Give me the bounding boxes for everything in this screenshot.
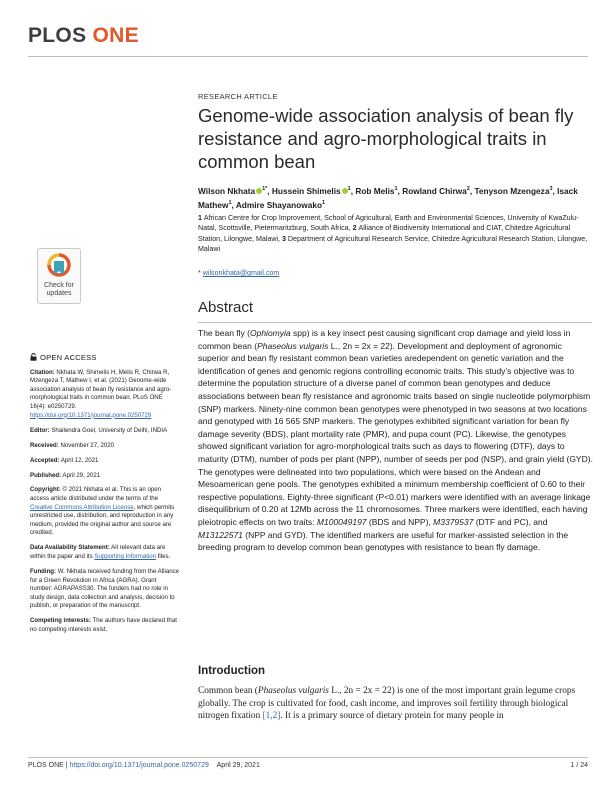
corresponding-email[interactable]: * wilsonkhata@gmail.com — [198, 269, 280, 277]
footer-rule — [28, 757, 588, 758]
logo-part-one: ONE — [86, 24, 139, 47]
affiliation-number: 1 — [198, 214, 204, 222]
abstract-segment: The bean fly ( — [198, 328, 250, 338]
affiliation-number: 3 — [282, 234, 288, 243]
abstract-segment: (DTF and PC), and — [473, 516, 548, 527]
editor: Editor: Shailendra Goel, University of Delhi, INDIA — [30, 426, 168, 434]
author-name: Tenyson Mzengeza — [474, 185, 550, 196]
author-affiliation-mark: 1 — [322, 200, 326, 207]
author-name: Rob Melis — [355, 185, 395, 196]
sidebar-info — [30, 353, 180, 641]
citation: Citation: Nkhata W, Shimelis H, Melis R, Chirwa R, Mzengeza T, Mathew I, et al. (2021) Genome-wide association analysis of bean fly resistance and agro-morphological traits in common bean. PLoS ONE 16(4): e0250729. https://doi.org/10.1371/journal.pone.0250729 — [30, 368, 172, 419]
data-availability: Data Availability Statement: All relevant data are within the paper and its Supporting Information files. — [30, 544, 171, 561]
affiliation-text: Department of Agricultural Research Service, Chitedze Agricultural Research Station, Lilongwe, Malawi — [198, 234, 588, 254]
author-affiliation-mark: 1 — [394, 186, 398, 192]
author-affiliation-mark: 1 — [347, 186, 351, 192]
abstract-segment: spp) is a key insect pest causing significant crop damage and yield loss in common bean ( — [198, 328, 571, 351]
abstract-segment: M3379537 — [433, 516, 474, 527]
open-access-label: OPEN ACCESS — [30, 353, 180, 363]
license-link[interactable]: Creative Commons Attribution License — [30, 503, 134, 511]
header-rule — [28, 56, 588, 57]
email-link[interactable]: wilsonkhata@gmail.com — [202, 269, 280, 277]
reference-link[interactable]: [1,2] — [262, 711, 281, 722]
competing-interests: Competing interests: The authors have declared that no competing interests exist. — [30, 617, 177, 633]
check-for-updates-badge[interactable] — [37, 248, 81, 304]
abstract-segment: L., 2n = 2x = 22). Development and deployment of agronomic superior and bean fly resistant common bean varieties aredependent on genetic variation and the identification of genes and genomic regions controlling economic traits. This study’s objective was to determine the population structure of a diverse panel of common bean genotypes and deduce associations between bean fly resistance and agronomic traits based on single nucleotide polymorphism (SNP) markers. Ninety-nine common bean genotypes were phenotyped in two seasons at two locations and genotyped with 16 565 SNP markers. The genotypes exhibited significant variation for bean fly damage severity (BDS), plant mortality rate (PMR), and pupa count (PC). Likewise, the genotypes showed significant variation for agro-morphological traits such as days to flowering (DTF), days to maturity (DTM), number of pods per plant (NPP), number of seeds per pod (NSP), and grain yield (GYD). The genotypes were delineated into two populations, which were based on the Andean and Mesoamerican gene pools. The genotypes exhibited a minimum membership coefficient of 0.60 to their respective populations. Eighty-three significant (P<0.01) markers were identified with an average linkage disequilibrium of 0.20 at 12Mb across the 11 chromosomes. Three markers were identified, each having pleiotropic effects on two traits: — [198, 340, 593, 527]
introduction-heading: Introduction — [198, 665, 266, 677]
author-affiliation-mark: 1* — [262, 186, 268, 192]
copyright: Copyright: © 2021 Nkhata et al. This is an open access article distributed under the terms of the Creative Commons Attribution License, which permits unrestricted use, distribution, and reproduction in any medium, provided the original author and source are credited. — [30, 486, 175, 537]
affiliation-number: 2 — [352, 224, 359, 233]
page-number: 1 / 24 — [570, 762, 588, 769]
footer-date: April 29, 2021 — [216, 762, 260, 769]
abstract-segment: (BDS and NPP), — [366, 516, 434, 527]
check-updates-label: Check for updates — [44, 282, 74, 297]
abstract-segment: M13122571 — [198, 529, 243, 540]
abstract-rule — [198, 322, 592, 323]
author-affiliation-mark: 2 — [466, 186, 470, 192]
affiliation-text: Alliance of Biodiversity International and CIAT, Chitedze Agricultural Station, Lilongwe, Malawi, — [198, 224, 571, 243]
supporting-info-link[interactable]: Supporting Information — [94, 553, 157, 561]
author-name: Rowland Chirwa — [402, 185, 467, 196]
affiliations — [198, 213, 594, 255]
author-name: Isack Mathew — [198, 185, 578, 211]
author-list: Wilson Nkhata $^{1*}$, Hussein Shimelis $^1$, Rob Melis$^1$, Rowland Chirwa$^2$, Tenyson Mzengeza$^3$, Isack Mathew$^1$, Admire Shayanowako$^1$ — [198, 185, 578, 211]
received-date: Received: November 27, 2020 — [30, 441, 115, 449]
footer-journal: PLOS ONE — [28, 762, 64, 769]
accepted-date: Accepted: April 12, 2021 — [30, 456, 99, 464]
affiliation-text: African Centre for Crop Improvement, School of Agricultural, Earth and Environmental Sciences, University of KwaZulu-Natal, Scottsville, Pietermaritzburg, South Africa, — [198, 214, 579, 233]
abstract-segment: Phaseolus vulgaris — [257, 340, 329, 351]
lock-icon — [30, 353, 37, 361]
funding: Funding: W. Nkhata received funding from the Alliance for a Green Revolution in Africa (AGRA). Grant number: AGRAPASS30. The funders had no role in study design, data collection and analysis, decision to publish, or preparation of the manuscript. — [30, 568, 180, 610]
footer-doi-link[interactable]: https://doi.org/10.1371/journal.pone.0250729 — [69, 762, 209, 769]
journal-logo — [28, 24, 139, 48]
author-name: Hussein Shimelis — [271, 185, 341, 196]
citation-doi-link[interactable]: https://doi.org/10.1371/journal.pone.0250729 — [30, 411, 152, 419]
published-date: Published: April 29, 2021 — [30, 471, 101, 479]
page-footer: PLOS ONE | https://doi.org/10.1371/journal.pone.0250729 April 29, 2021 1 / 24 — [28, 762, 588, 769]
article-title: Genome-wide association analysis of bean fly resistance and agro-morphological traits in common bean — [198, 105, 574, 172]
author-name: Wilson Nkhata — [198, 185, 256, 196]
bookmark-icon — [47, 253, 71, 281]
abstract-heading: Abstract — [198, 299, 254, 316]
abstract-segment: M100049197 — [316, 516, 367, 527]
author-affiliation-mark: 3 — [549, 186, 553, 192]
abstract-segment: Ophiomyia — [249, 328, 291, 338]
abstract-text — [198, 327, 594, 554]
abstract-segment: (NPP and GYD). The identified markers are useful for marker-assisted selection in the breeding program to develop common bean genotypes with resistance to bean fly damage. — [198, 529, 569, 553]
introduction-text: Common bean (Phaseolus vulgaris L., 2n = 2x = 22) is one of the most important grain legume crops globally. The crop is cultivated for food, cash income, and improves soil fertility through biological nitrogen fixation [1,2]. It is a primary source of dietary protein for many people in — [198, 686, 576, 722]
author-name: Admire Shayanowako — [235, 200, 323, 211]
logo-part-plos: PLOS — [28, 24, 87, 47]
article-type: RESEARCH ARTICLE — [198, 92, 278, 101]
author-affiliation-mark: 1 — [228, 200, 232, 207]
